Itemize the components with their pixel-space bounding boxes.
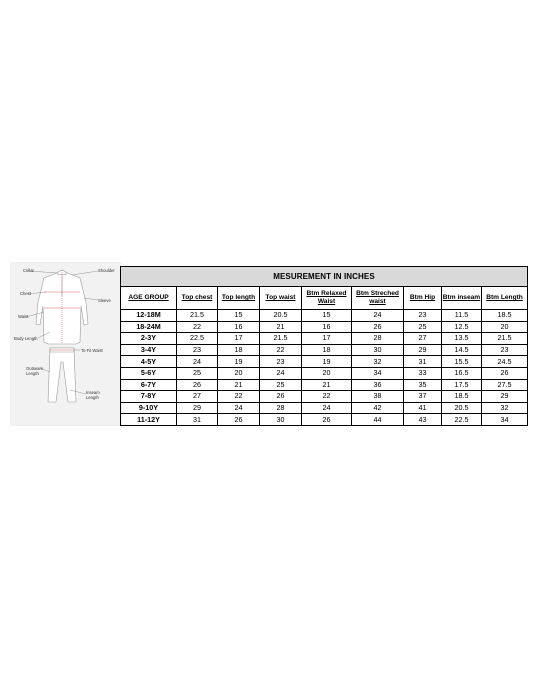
measurement-cell: 21.5 — [177, 310, 218, 322]
table-row — [121, 333, 528, 345]
measurement-cell: 42 — [352, 402, 404, 414]
column-header: Top chest — [177, 287, 218, 310]
measurement-cell: 34 — [352, 367, 404, 379]
measurement-cell: 18 — [218, 344, 260, 356]
measurement-cell: 25 — [177, 367, 218, 379]
column-header: Top length — [218, 287, 260, 310]
measurement-cell: 27 — [404, 333, 442, 345]
measurement-cell: 31 — [177, 414, 218, 426]
measurement-cell: 20.5 — [442, 402, 482, 414]
age-group-cell: 12-18M — [121, 310, 177, 322]
table-title: MESUREMENT IN INCHES — [121, 267, 528, 287]
size-chart-table — [120, 266, 528, 426]
measurement-cell: 29 — [177, 402, 218, 414]
measurement-cell: 22.5 — [177, 333, 218, 345]
measurement-cell: 18.5 — [482, 310, 528, 322]
measurement-cell: 24 — [177, 356, 218, 368]
measurement-cell: 30 — [352, 344, 404, 356]
measurement-cell: 36 — [352, 379, 404, 391]
measurement-cell: 24 — [218, 402, 260, 414]
table-row — [121, 414, 528, 426]
measurement-cell: 15 — [302, 310, 352, 322]
measurement-cell: 26 — [482, 367, 528, 379]
column-header: Btm Streched waist — [352, 287, 404, 310]
measurement-cell: 26 — [302, 414, 352, 426]
table-row — [121, 356, 528, 368]
column-header: Btm Hip — [404, 287, 442, 310]
measurement-cell: 35 — [404, 379, 442, 391]
label-shoulder: Shoulder — [98, 268, 115, 273]
measurement-cell: 29 — [404, 344, 442, 356]
table-body — [121, 310, 528, 426]
label-collar: Collar — [23, 268, 34, 273]
measurement-cell: 18.5 — [442, 391, 482, 403]
measurement-cell: 16.5 — [442, 367, 482, 379]
age-group-cell: 11-12Y — [121, 414, 177, 426]
measurement-cell: 26 — [218, 414, 260, 426]
measurement-cell: 33 — [404, 367, 442, 379]
measurement-cell: 26 — [260, 391, 302, 403]
measurement-cell: 27 — [177, 391, 218, 403]
measurement-cell: 26 — [177, 379, 218, 391]
measurement-cell: 12.5 — [442, 321, 482, 333]
column-header: Top waist — [260, 287, 302, 310]
measurement-cell: 32 — [482, 402, 528, 414]
measurement-cell: 20.5 — [260, 310, 302, 322]
measurement-cell: 16 — [218, 321, 260, 333]
measurement-cell: 22 — [177, 321, 218, 333]
measurement-cell: 15 — [218, 310, 260, 322]
measurement-cell: 30 — [260, 414, 302, 426]
age-group-cell: 7-8Y — [121, 391, 177, 403]
column-header: Btm Length — [482, 287, 528, 310]
label-to-fit-waist: To Fit Waist — [81, 348, 103, 353]
measurement-cell: 24.5 — [482, 356, 528, 368]
measurement-cell: 38 — [352, 391, 404, 403]
measurement-cell: 22 — [218, 391, 260, 403]
measurement-cell: 21 — [260, 321, 302, 333]
measurement-cell: 22 — [260, 344, 302, 356]
measurement-cell: 23 — [177, 344, 218, 356]
measurement-cell: 19 — [302, 356, 352, 368]
table-row — [121, 310, 528, 322]
measurement-cell: 23 — [404, 310, 442, 322]
measurement-cell: 21 — [302, 379, 352, 391]
measurement-cell: 17.5 — [442, 379, 482, 391]
measurement-cell: 43 — [404, 414, 442, 426]
measurement-cell: 20 — [302, 367, 352, 379]
column-header: Btm inseam — [442, 287, 482, 310]
measurement-cell: 20 — [218, 367, 260, 379]
label-outseam-length: Outseam Length — [26, 366, 43, 376]
measurement-cell: 15.5 — [442, 356, 482, 368]
measurement-cell: 23 — [482, 344, 528, 356]
measurement-cell: 28 — [260, 402, 302, 414]
age-group-cell: 4-5Y — [121, 356, 177, 368]
measurement-cell: 14.5 — [442, 344, 482, 356]
label-chest: Chest — [20, 291, 31, 296]
measurement-cell: 24 — [260, 367, 302, 379]
label-sleeve: Sleeve — [98, 298, 111, 303]
garment-illustration — [10, 262, 122, 426]
label-inseam-length: Inseam Length — [86, 390, 100, 400]
measurement-cell: 17 — [218, 333, 260, 345]
table-row — [121, 402, 528, 414]
measurement-cell: 22.5 — [442, 414, 482, 426]
measurement-cell: 19 — [218, 356, 260, 368]
measurement-cell: 25 — [404, 321, 442, 333]
measurement-cell: 25 — [260, 379, 302, 391]
age-group-cell: 3-4Y — [121, 344, 177, 356]
age-group-cell: 5-6Y — [121, 367, 177, 379]
column-header: AGE GROUP — [121, 287, 177, 310]
age-group-cell: 18-24M — [121, 321, 177, 333]
column-header: Btm Relaxed Waist — [302, 287, 352, 310]
table-row — [121, 391, 528, 403]
measurement-cell: 34 — [482, 414, 528, 426]
measurement-cell: 29 — [482, 391, 528, 403]
label-body-length: Body Length — [14, 336, 38, 341]
measurement-cell: 41 — [404, 402, 442, 414]
label-waist: Waist — [18, 314, 29, 319]
measurement-cell: 24 — [352, 310, 404, 322]
measurement-cell: 26 — [352, 321, 404, 333]
table-row — [121, 321, 528, 333]
measurement-cell: 23 — [260, 356, 302, 368]
table-row — [121, 367, 528, 379]
measurement-cell: 21.5 — [482, 333, 528, 345]
measurement-cell: 11.5 — [442, 310, 482, 322]
measurement-cell: 16 — [302, 321, 352, 333]
table-header-row — [121, 287, 528, 310]
measurement-cell: 21.5 — [260, 333, 302, 345]
age-group-cell: 2-3Y — [121, 333, 177, 345]
measurement-cell: 32 — [352, 356, 404, 368]
age-group-cell: 6-7Y — [121, 379, 177, 391]
table-row — [121, 344, 528, 356]
measurement-cell: 24 — [302, 402, 352, 414]
measurement-cell: 17 — [302, 333, 352, 345]
measurement-cell: 31 — [404, 356, 442, 368]
measurement-cell: 22 — [302, 391, 352, 403]
measurement-cell: 27.5 — [482, 379, 528, 391]
measurement-cell: 21 — [218, 379, 260, 391]
age-group-cell: 9-10Y — [121, 402, 177, 414]
measurement-cell: 20 — [482, 321, 528, 333]
measurement-cell: 18 — [302, 344, 352, 356]
measurement-cell: 13.5 — [442, 333, 482, 345]
table-row — [121, 379, 528, 391]
garment-measurement-diagram — [10, 262, 122, 426]
measurement-cell: 44 — [352, 414, 404, 426]
measurement-cell: 28 — [352, 333, 404, 345]
measurement-cell: 37 — [404, 391, 442, 403]
